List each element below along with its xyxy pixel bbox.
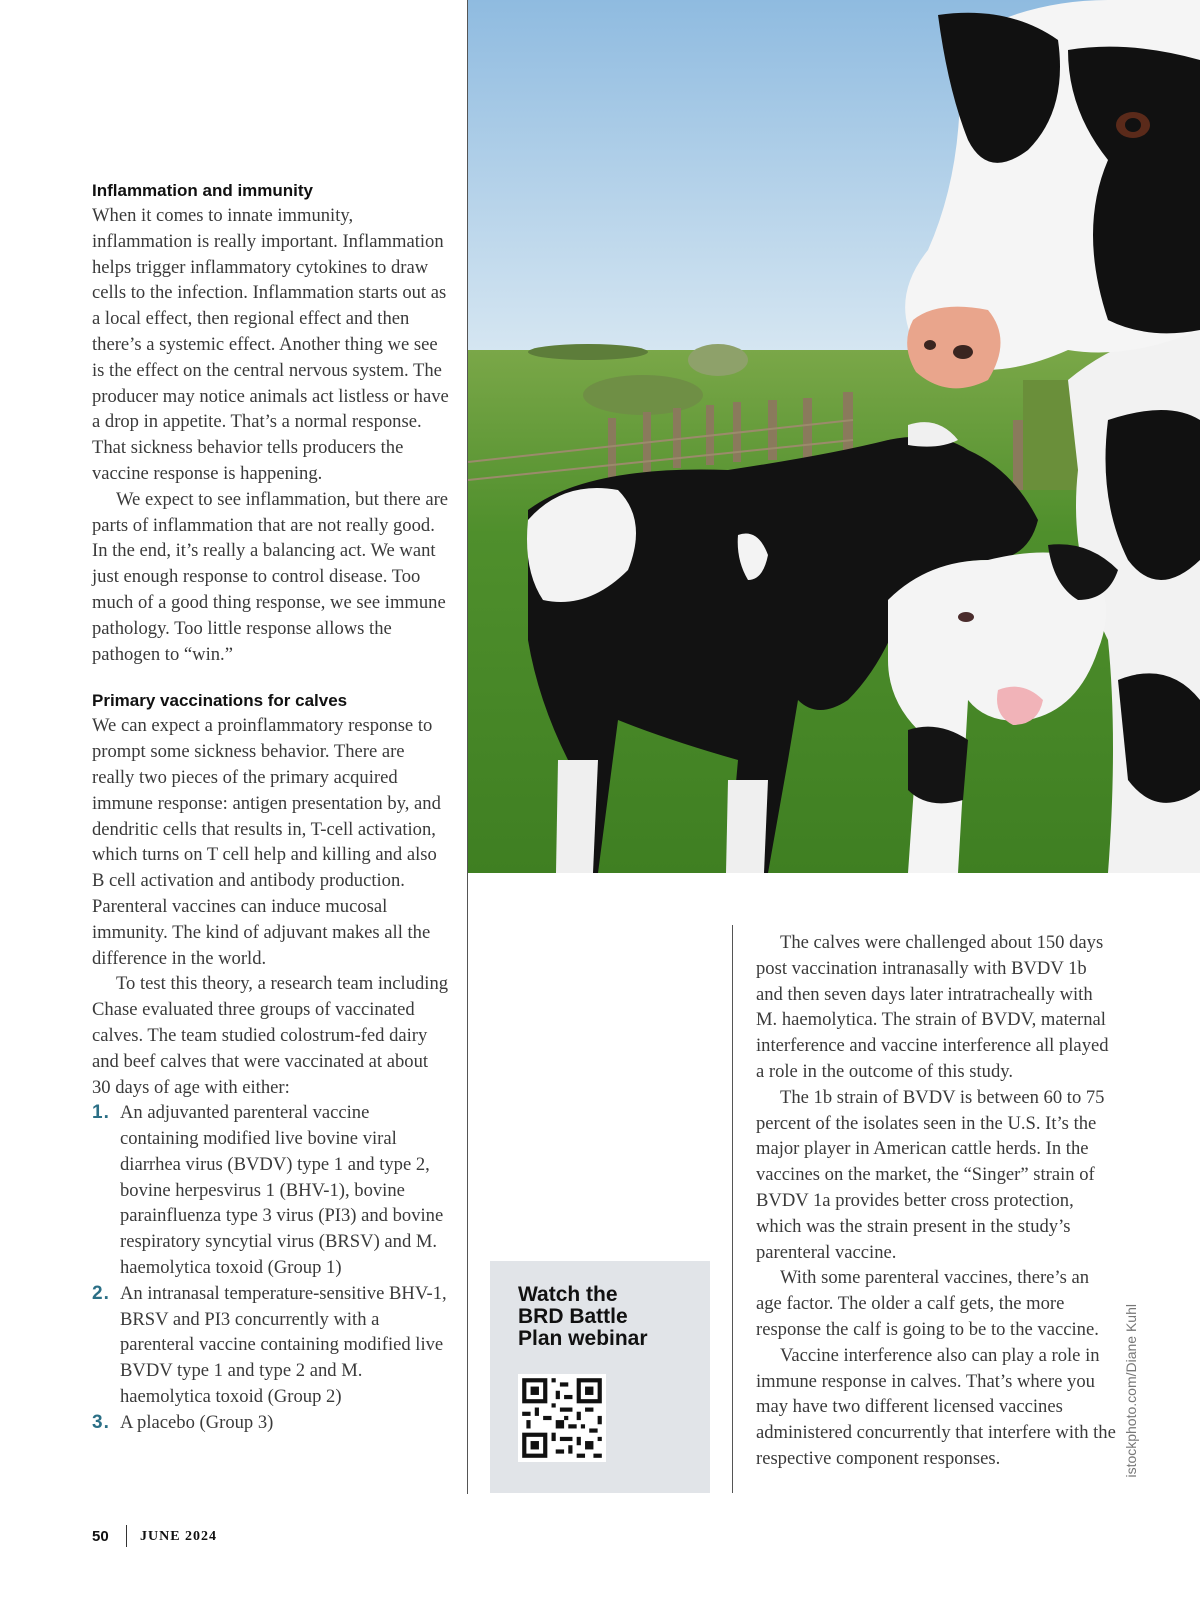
section-heading-inflammation: Inflammation and immunity: [92, 181, 314, 200]
section-heading-primary-vaccinations: Primary vaccinations for calves: [92, 691, 348, 711]
paragraph: We expect to see inflammation, but there are parts of inflammation that are not really good. In the end, it’s really a balancing act. We want just enough response to control disease. Too much of a good thing response, we see immune pathology. Too little response allows the pathogen to “win.”: [92, 488, 449, 665]
page-number: 50: [92, 1528, 109, 1545]
photo-credit: istockphoto.com/Diane Kuhl: [1123, 1304, 1139, 1478]
list-number: 2.: [92, 1282, 110, 1304]
paragraph: We can expect a proinflammatory response to prompt some sickness behavior. There are really two pieces of the primary acquired immune response: antigen presentation by, and dendritic cells that results in, T-cell activation, which turns on T cell help and killing and also B cell activation and antibody production. Parenteral vaccines can induce mucosal immunity. The kind of adjuvant makes all the difference in the world.: [92, 715, 441, 969]
qr-code-icon[interactable]: [518, 1374, 606, 1462]
paragraph: With some parenteral vaccines, there’s an age factor. The older a calf gets, the more response the calf is going to be to the vaccine.: [756, 1267, 1099, 1340]
webinar-callout-title: Watch the BRD Battle Plan webinar: [518, 1283, 648, 1350]
paragraph: When it comes to innate immunity, inflammation is really important. Inflammation helps trigger inflammatory cytokines to draw cells to the infection. Inflammation starts out as a local effect, then regional effect and then there’s a systemic effect. Another thing we see is the effect on the central nervous system. The producer may notice animals act listless or have a drop in appetite. That’s a normal response. That sickness behavior tells producers the vaccine response is happening.: [92, 205, 449, 484]
list-number: 1.: [92, 1102, 110, 1124]
issue-date: JUNE 2024: [140, 1529, 218, 1544]
list-item-text: An adjuvanted parenteral vaccine containing modified live bovine viral diarrhea virus (BVDV) type 1 and type 2, bovine herpesvirus 1 (BHV-1), bovine parainfluenza type 3 virus (PI3) and bovine respiratory syncytial virus (BRSV) and M. haemolytica toxoid (Group 1): [120, 1102, 444, 1279]
list-item-text: An intranasal temperature-sensitive BHV-1, BRSV and PI3 concurrently with a parenteral vaccine containing modified live BVDV type 1 and type 2 and M. haemolytica toxoid (Group 2): [120, 1282, 447, 1408]
footer-divider: [126, 1525, 127, 1547]
column-rule: [732, 925, 733, 1493]
webinar-callout[interactable]: [490, 1261, 710, 1493]
list-item: [92, 1410, 450, 1436]
left-column: [92, 180, 450, 1436]
paragraph: To test this theory, a research team including Chase evaluated three groups of vaccinated calves. The team studied colostrum-fed dairy and beef calves that were vaccinated at about 30 days of age with either:: [92, 973, 449, 1098]
vaccine-group-list: [92, 1100, 450, 1435]
list-item-text: A placebo (Group 3): [120, 1411, 274, 1433]
paragraph: The 1b strain of BVDV is between 60 to 75 percent of the isolates seen in the U.S. It’s the major player in American cattle herds. In the vaccines on the market, the “Singer” strain of BVDV 1a provides better cross protection, which was the strain present in the study’s parenteral vaccine.: [756, 1086, 1105, 1263]
list-item: [92, 1281, 450, 1410]
paragraph: Vaccine interference also can play a role in immune response in calves. That’s where you may have two different licensed vaccines administered concurrently that interfere with the respective component responses.: [756, 1344, 1116, 1469]
cattle-photo: [468, 0, 1200, 873]
list-number: 3.: [92, 1411, 110, 1433]
right-column: [756, 930, 1118, 1472]
paragraph: The calves were challenged about 150 days post vaccination intranasally with BVDV 1b and then seven days later intratracheally with M. haemolytica. The strain of BVDV, maternal interference and vaccine interference all played a role in the outcome of this study.: [756, 932, 1109, 1082]
list-item: [92, 1100, 450, 1281]
